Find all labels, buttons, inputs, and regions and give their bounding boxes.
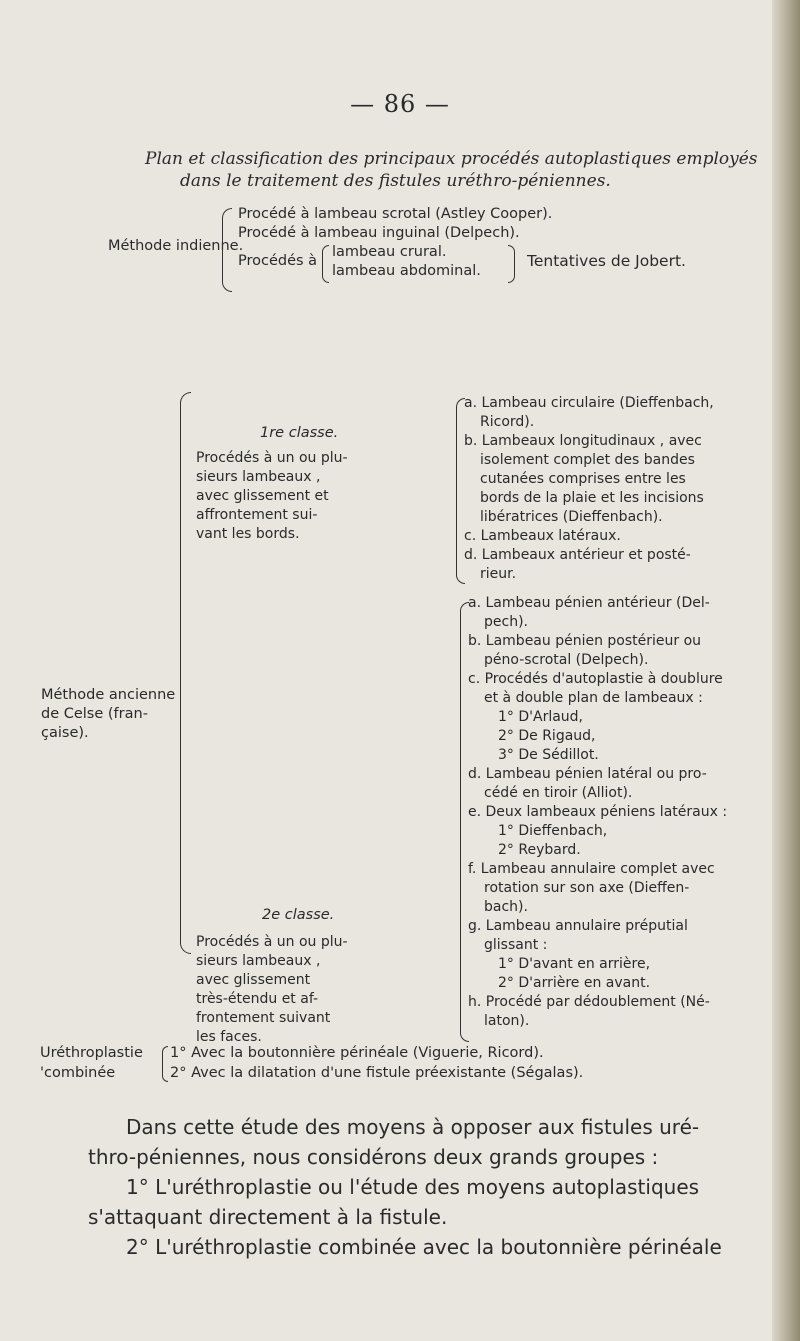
class2-desc-line: très-étendu et af-	[196, 991, 319, 1007]
sub-brace-right	[508, 245, 515, 283]
combined-items	[170, 1043, 583, 1083]
class1-desc-line: Procédés à un ou plu-	[196, 450, 348, 466]
class2-item: g. Lambeau annulaire préputial	[468, 918, 688, 934]
class1-desc-line: vant les bords.	[196, 526, 300, 542]
class2-item: f. Lambeau annulaire complet avec	[468, 861, 715, 877]
page-number: — 86 —	[350, 90, 450, 118]
class2-item: et à double plan de lambeaux :	[484, 690, 703, 706]
indian-sub-2: lambeau abdominal.	[332, 263, 481, 279]
class1-items	[464, 394, 764, 584]
class2-item: laton).	[484, 1013, 530, 1029]
class1-desc-line: sieurs lambeaux ,	[196, 469, 321, 485]
class1-desc-line: avec glissement et	[196, 488, 329, 504]
class2-desc-line: avec glissement	[196, 972, 311, 988]
class2-item: 2° D'arrière en avant.	[498, 975, 651, 991]
class2-desc-line: Procédés à un ou plu-	[196, 934, 348, 950]
indian-sub-1: lambeau crural.	[332, 244, 447, 260]
indian-method-label: Méthode indienne.	[108, 238, 244, 254]
class2-item: d. Lambeau pénien latéral ou pro-	[468, 766, 707, 782]
class2-item: h. Procédé par dédoublement (Né-	[468, 994, 710, 1010]
combined-label	[40, 1043, 143, 1083]
sub-brace-left	[322, 245, 329, 283]
class2-item: bach).	[484, 899, 528, 915]
ancient-method-label	[41, 686, 175, 743]
class1-item: Ricord).	[480, 414, 535, 430]
ancient-label-line-2: de Celse (fran-	[41, 706, 148, 722]
class1-item: b. Lambeaux longitudinaux , avec	[464, 433, 702, 449]
class2-item: 1° D'Arlaud,	[498, 709, 583, 725]
class1-item: bords de la plaie et les incisions	[480, 490, 704, 506]
combined-item: 2° Avec la dilatation d'une fistule préexistante (Ségalas).	[170, 1065, 584, 1081]
class1-item: isolement complet des bandes	[480, 452, 695, 468]
title-line-2: dans le traitement des fistules uréthro-péniennes.	[180, 171, 611, 191]
prose-line: thro-péniennes, nous considérons deux grands groupes :	[88, 1145, 659, 1169]
ancient-label-line-3: çaise).	[41, 725, 89, 741]
class1-item: a. Lambeau circulaire (Dieffenbach,	[464, 395, 714, 411]
class2-item: rotation sur son axe (Dieffen-	[484, 880, 690, 896]
class2-desc-line: frontement suivant	[196, 1010, 331, 1026]
class2-desc-line: sieurs lambeaux ,	[196, 953, 321, 969]
class1-item: rieur.	[480, 566, 517, 582]
class1-item: c. Lambeaux latéraux.	[464, 528, 621, 544]
class2-item: c. Procédés d'autoplastie à doublure	[468, 671, 723, 687]
combined-label-line-1: Uréthroplastie	[40, 1045, 143, 1061]
class1-item: d. Lambeaux antérieur et posté-	[464, 547, 691, 563]
indian-item-1: Procédé à lambeau scrotal (Astley Cooper).	[238, 206, 553, 222]
class1-title: 1re classe.	[260, 425, 339, 441]
class2-item: cédé en tiroir (Alliot).	[484, 785, 633, 801]
indian-procedes-a: Procédés à	[238, 253, 318, 269]
class2-item: glissant :	[484, 937, 548, 953]
body-paragraph	[88, 1112, 778, 1262]
page-title	[145, 148, 765, 192]
title-line-1: Plan et classification des principaux procédés autoplastiques employés	[145, 149, 758, 169]
class2-items	[468, 594, 768, 1031]
class2-item: a. Lambeau pénien antérieur (Del-	[468, 595, 710, 611]
indian-brace	[222, 208, 232, 292]
class2-description	[196, 933, 348, 1047]
class2-desc-line: les faces.	[196, 1029, 262, 1045]
class2-item: 1° Dieffenbach,	[498, 823, 608, 839]
combined-brace	[162, 1046, 168, 1082]
class2-title: 2e classe.	[262, 907, 335, 923]
indian-item-2: Procédé à lambeau inguinal (Delpech).	[238, 225, 520, 241]
prose-line: s'attaquant directement à la fistule.	[88, 1205, 448, 1229]
class2-item: 2° Reybard.	[498, 842, 581, 858]
class2-item: péno-scrotal (Delpech).	[484, 652, 649, 668]
class1-desc-line: affrontement sui-	[196, 507, 318, 523]
jobert-attempts: Tentatives de Jobert.	[527, 252, 686, 270]
class2-item: 2° De Rigaud,	[498, 728, 596, 744]
prose-line: 1° L'uréthroplastie ou l'étude des moyens autoplastiques	[126, 1175, 700, 1199]
prose-line: Dans cette étude des moyens à opposer aux fistules uré-	[126, 1115, 700, 1139]
class1-item: cutanées comprises entre les	[480, 471, 686, 487]
class1-item: libératrices (Dieffenbach).	[480, 509, 663, 525]
class2-item: 1° D'avant en arrière,	[498, 956, 651, 972]
combined-label-line-2: 'combinée	[40, 1065, 116, 1081]
class2-item: pech).	[484, 614, 528, 630]
class2-item: e. Deux lambeaux péniens latéraux :	[468, 804, 728, 820]
combined-item: 1° Avec la boutonnière périnéale (Viguerie, Ricord).	[170, 1045, 544, 1061]
ancient-brace	[180, 392, 191, 954]
class2-item: 3° De Sédillot.	[498, 747, 599, 763]
class2-item: b. Lambeau pénien postérieur ou	[468, 633, 702, 649]
prose-line: 2° L'uréthroplastie combinée avec la boutonnière périnéale	[126, 1235, 722, 1259]
class1-description	[196, 449, 348, 544]
ancient-label-line-1: Méthode ancienne	[41, 687, 176, 703]
